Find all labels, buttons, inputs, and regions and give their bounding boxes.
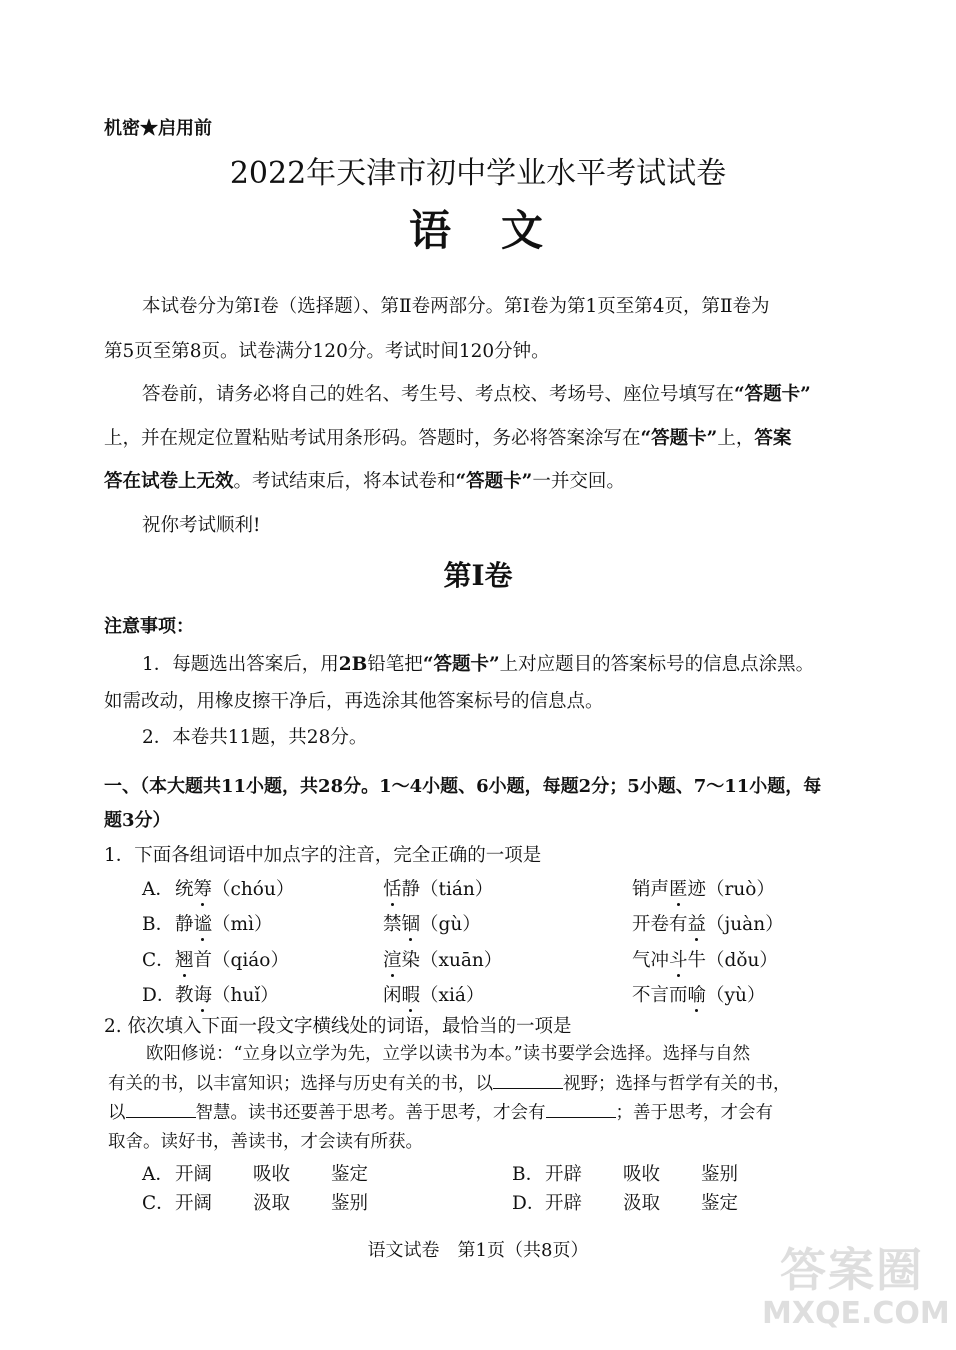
text: 静 <box>175 914 194 935</box>
q1-stem: 1．下面各组词语中加点字的注音，完全正确的一项是 <box>104 845 542 866</box>
intro-line-1: 本试卷分为第Ⅰ卷（选择题）、第Ⅱ卷两部分。第Ⅰ卷为第1页至第4页，第Ⅱ卷为 <box>142 296 770 317</box>
intro-line-3 <box>142 380 811 406</box>
part-heading: 第Ⅰ卷 <box>443 559 513 592</box>
q1-option-c-word-3 <box>632 946 778 972</box>
text: 开卷有 <box>632 914 688 935</box>
text: 上， <box>717 428 755 449</box>
intro-line-4 <box>104 424 791 450</box>
q1-option-a-word-1 <box>175 875 294 901</box>
text: 智慧。读书还要善于思考。善于思考，才会有 <box>195 1103 546 1123</box>
text: 有关的书，以丰富知识；选择与历史有关的书，以 <box>108 1074 493 1094</box>
text: 视野；选择与哲学有关的书， <box>563 1074 791 1094</box>
text: （huǐ） <box>212 985 279 1006</box>
text: 闲 <box>383 985 402 1006</box>
text: 。考试结束后，将本试卷和 <box>233 471 456 492</box>
dotted-char: 匿 <box>669 879 688 900</box>
subject-title: 语 文 <box>408 206 547 255</box>
q2-option-b-word-3: 鉴别 <box>701 1164 739 1185</box>
q1-option-label: B． <box>142 914 175 935</box>
dotted-char: 翘 <box>175 950 194 971</box>
intro-line-2: 第5页至第8页。试卷满分120分。考试时间120分钟。 <box>104 341 550 362</box>
text: 禁 <box>383 914 402 935</box>
text: 统 <box>175 879 194 900</box>
answer-card-term: “答题卡” <box>640 428 718 449</box>
section-heading: 一、（本大题共11小题，共28分。1～4小题、6小题，每题2分；5小题、7～11小题，每 <box>104 776 822 797</box>
text: 气冲 <box>632 950 670 971</box>
text: 1．每题选出答案后，用 <box>142 654 339 675</box>
text: ；善于思考，才会有 <box>615 1103 773 1123</box>
text: 铅笔把 <box>367 654 423 675</box>
q2-stem: 2. 依次填入下面一段文字横线处的词语，最恰当的一项是 <box>104 1016 572 1037</box>
q1-option-label: D． <box>142 985 176 1006</box>
fill-blank-2 <box>126 1103 196 1118</box>
text: 染（xuān） <box>401 950 503 971</box>
notice-item-2: 2．本卷共11题，共28分。 <box>142 727 368 748</box>
q2-option-d-label: D． <box>512 1193 546 1214</box>
q2-option-c-word-2: 汲取 <box>253 1193 291 1214</box>
emphasis-text: 答在试卷上无效 <box>104 471 234 492</box>
answer-card-term: “答题卡” <box>455 471 533 492</box>
dotted-char: 诲 <box>193 985 213 1006</box>
q1-option-a-word-2 <box>383 875 493 901</box>
q1-option-b-word-3 <box>632 910 784 936</box>
text: 牛（dǒu） <box>687 950 778 971</box>
text: 答卷前，请务必将自己的姓名、考生号、考点校、考场号、座位号填写在 <box>142 384 735 405</box>
q2-option-c-word-1: 开阔 <box>175 1193 213 1214</box>
dotted-char: 暇 <box>401 985 421 1006</box>
notice-title: 注意事项： <box>104 616 194 637</box>
q1-option-label: A． <box>142 879 174 900</box>
q2-option-d-word-2: 汲取 <box>623 1193 661 1214</box>
q1-option-d-word-3 <box>632 981 765 1007</box>
text: 一并交回。 <box>532 471 625 492</box>
text: （yù） <box>706 985 766 1006</box>
confidential-mark: 机密★启用前 <box>104 118 212 139</box>
q2-passage-line-2 <box>108 1070 791 1095</box>
dotted-char: 谧 <box>193 914 213 935</box>
q1-option-b-word-1 <box>175 910 273 936</box>
text: 以 <box>108 1103 126 1123</box>
section-heading-cont: 题3分） <box>104 810 171 831</box>
text: （juàn） <box>706 914 784 935</box>
q2-option-d-word-3: 鉴定 <box>701 1193 739 1214</box>
q1-option-c-word-1 <box>175 946 289 972</box>
watermark-url: MXQE.COM <box>762 1296 950 1331</box>
text: 上，并在规定位置粘贴考试用条形码。答题时，务必将答案涂写在 <box>104 428 641 449</box>
q2-passage-line-3 <box>108 1099 773 1124</box>
dotted-char: 筹 <box>193 879 213 900</box>
q2-option-a-label: A． <box>142 1164 174 1185</box>
pencil-grade: 2B <box>338 654 368 675</box>
q2-option-b-label: B． <box>512 1164 545 1185</box>
page-footer: 语文试卷 第1页（共8页） <box>367 1240 589 1261</box>
text: （mì） <box>212 914 273 935</box>
dotted-char: 益 <box>687 914 707 935</box>
q2-option-c-word-3: 鉴别 <box>331 1193 369 1214</box>
dotted-char: 锢 <box>401 914 421 935</box>
notice-item-1-cont: 如需改动，用橡皮擦干净后，再选涂其他答案标号的信息点。 <box>104 691 604 712</box>
dotted-char: 斗 <box>669 950 688 971</box>
emphasis-text: 答案 <box>754 428 792 449</box>
q2-option-a-word-2: 吸收 <box>253 1164 291 1185</box>
notice-item-1 <box>142 650 814 676</box>
q1-option-b-word-2 <box>383 910 481 936</box>
text: （gù） <box>420 914 481 935</box>
q2-option-d-word-1: 开辟 <box>545 1193 583 1214</box>
q2-option-a-word-3: 鉴定 <box>331 1164 369 1185</box>
text: 不言而 <box>632 985 688 1006</box>
q2-option-b-word-1: 开辟 <box>545 1164 583 1185</box>
intro-line-5 <box>104 467 625 493</box>
fill-blank-1 <box>493 1074 563 1089</box>
text: 迹（ruò） <box>687 879 775 900</box>
exam-title: 2022年天津市初中学业水平考试试卷 <box>229 156 727 191</box>
q2-passage-line-1: 欧阳修说：“立身以立学为先，立学以读书为本。”读书要学会选择。选择与自然 <box>146 1044 751 1064</box>
q1-option-d-word-2 <box>383 981 484 1007</box>
dotted-char: 恬 <box>383 879 402 900</box>
answer-card-term: “答题卡” <box>422 654 500 675</box>
q2-option-a-word-1: 开阔 <box>175 1164 213 1185</box>
text: 首（qiáo） <box>193 950 289 971</box>
answer-card-term: “答题卡” <box>734 384 811 405</box>
wish-line: 祝你考试顺利! <box>142 515 261 536</box>
q1-option-d-word-1 <box>175 981 279 1007</box>
q2-option-b-word-2: 吸收 <box>623 1164 661 1185</box>
text: （chóu） <box>212 879 295 900</box>
fill-blank-3 <box>546 1103 616 1118</box>
dotted-char: 喻 <box>687 985 707 1006</box>
q1-option-label: C． <box>142 950 175 971</box>
q2-passage-line-4: 取舍。读好书，善读书，才会读有所获。 <box>108 1132 423 1152</box>
q1-option-a-word-3 <box>632 875 775 901</box>
watermark-logo <box>762 1234 950 1344</box>
text: 销声 <box>632 879 670 900</box>
q2-option-c-label: C． <box>142 1193 175 1214</box>
watermark-text: 答案圈 <box>780 1243 924 1297</box>
text: 上对应题目的答案标号的信息点涂黑。 <box>499 654 815 675</box>
text: 教 <box>175 985 194 1006</box>
q1-option-c-word-2 <box>383 946 502 972</box>
dotted-char: 渲 <box>383 950 402 971</box>
text: （xiá） <box>420 985 485 1006</box>
text: 静（tián） <box>401 879 494 900</box>
